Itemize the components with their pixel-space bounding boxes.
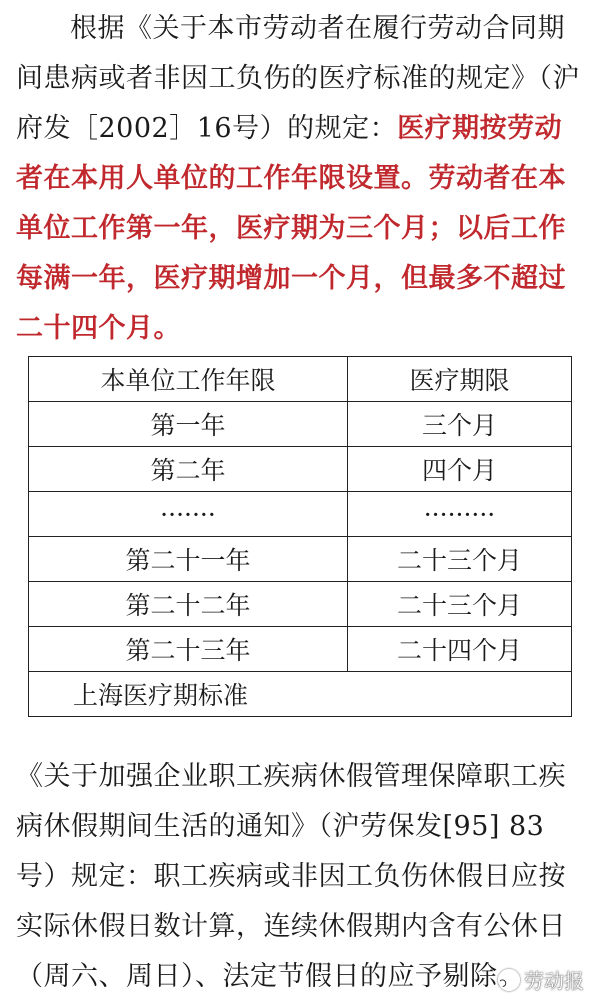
header-medical-period: 医疗期限: [348, 357, 572, 402]
watermark-text: 劳动报: [524, 969, 584, 993]
intro-paragraph: [16, 4, 584, 354]
table-row: [29, 492, 572, 537]
cell-years: 第二十一年: [29, 537, 348, 582]
table-row: [29, 627, 572, 672]
cell-years: 第二十三年: [29, 627, 348, 672]
notice-paragraph: 《关于加强企业职工疾病休假管理保障职工疾病休假期间生活的通知》（沪劳保发[95] 83号）规定：职工疾病或非因工负伤休假日应按实际休假日数计算，连续休假期内含有公休日（周六、周日）、法定节假日的应予剔除。: [16, 761, 566, 992]
table-row: [29, 447, 572, 492]
cell-years: 第一年: [29, 402, 348, 447]
table-caption-row: [29, 672, 572, 717]
cell-years: ·······: [29, 492, 348, 537]
table-row: [29, 582, 572, 627]
header-work-years: 本单位工作年限: [29, 357, 348, 402]
cell-period: 二十三个月: [348, 537, 572, 582]
table-caption: 上海医疗期标准: [29, 672, 572, 717]
highlight-text: 医疗期按劳动者在本用人单位的工作年限设置。劳动者在本单位工作第一年，医疗期为三个月；以后工作每满一年，医疗期增加一个月，但最多不超过二十四个月。: [16, 113, 566, 344]
intro-text: 根据《关于本市劳动者在履行劳动合同期间患病或者非因工负伤的医疗标准的规定》（沪府发［2002］16号）的规定：: [16, 13, 580, 144]
cell-period: ·········: [348, 492, 572, 537]
medical-period-table: [28, 356, 572, 717]
table-header-row: [29, 357, 572, 402]
table-row: [29, 402, 572, 447]
cell-years: 第二年: [29, 447, 348, 492]
watermark: [498, 965, 584, 994]
cell-years: 第二十二年: [29, 582, 348, 627]
cell-period: 二十三个月: [348, 582, 572, 627]
cell-period: 四个月: [348, 447, 572, 492]
cell-period: 三个月: [348, 402, 572, 447]
wechat-logo-icon: [498, 969, 520, 991]
table-row: [29, 537, 572, 582]
cell-period: 二十四个月: [348, 627, 572, 672]
